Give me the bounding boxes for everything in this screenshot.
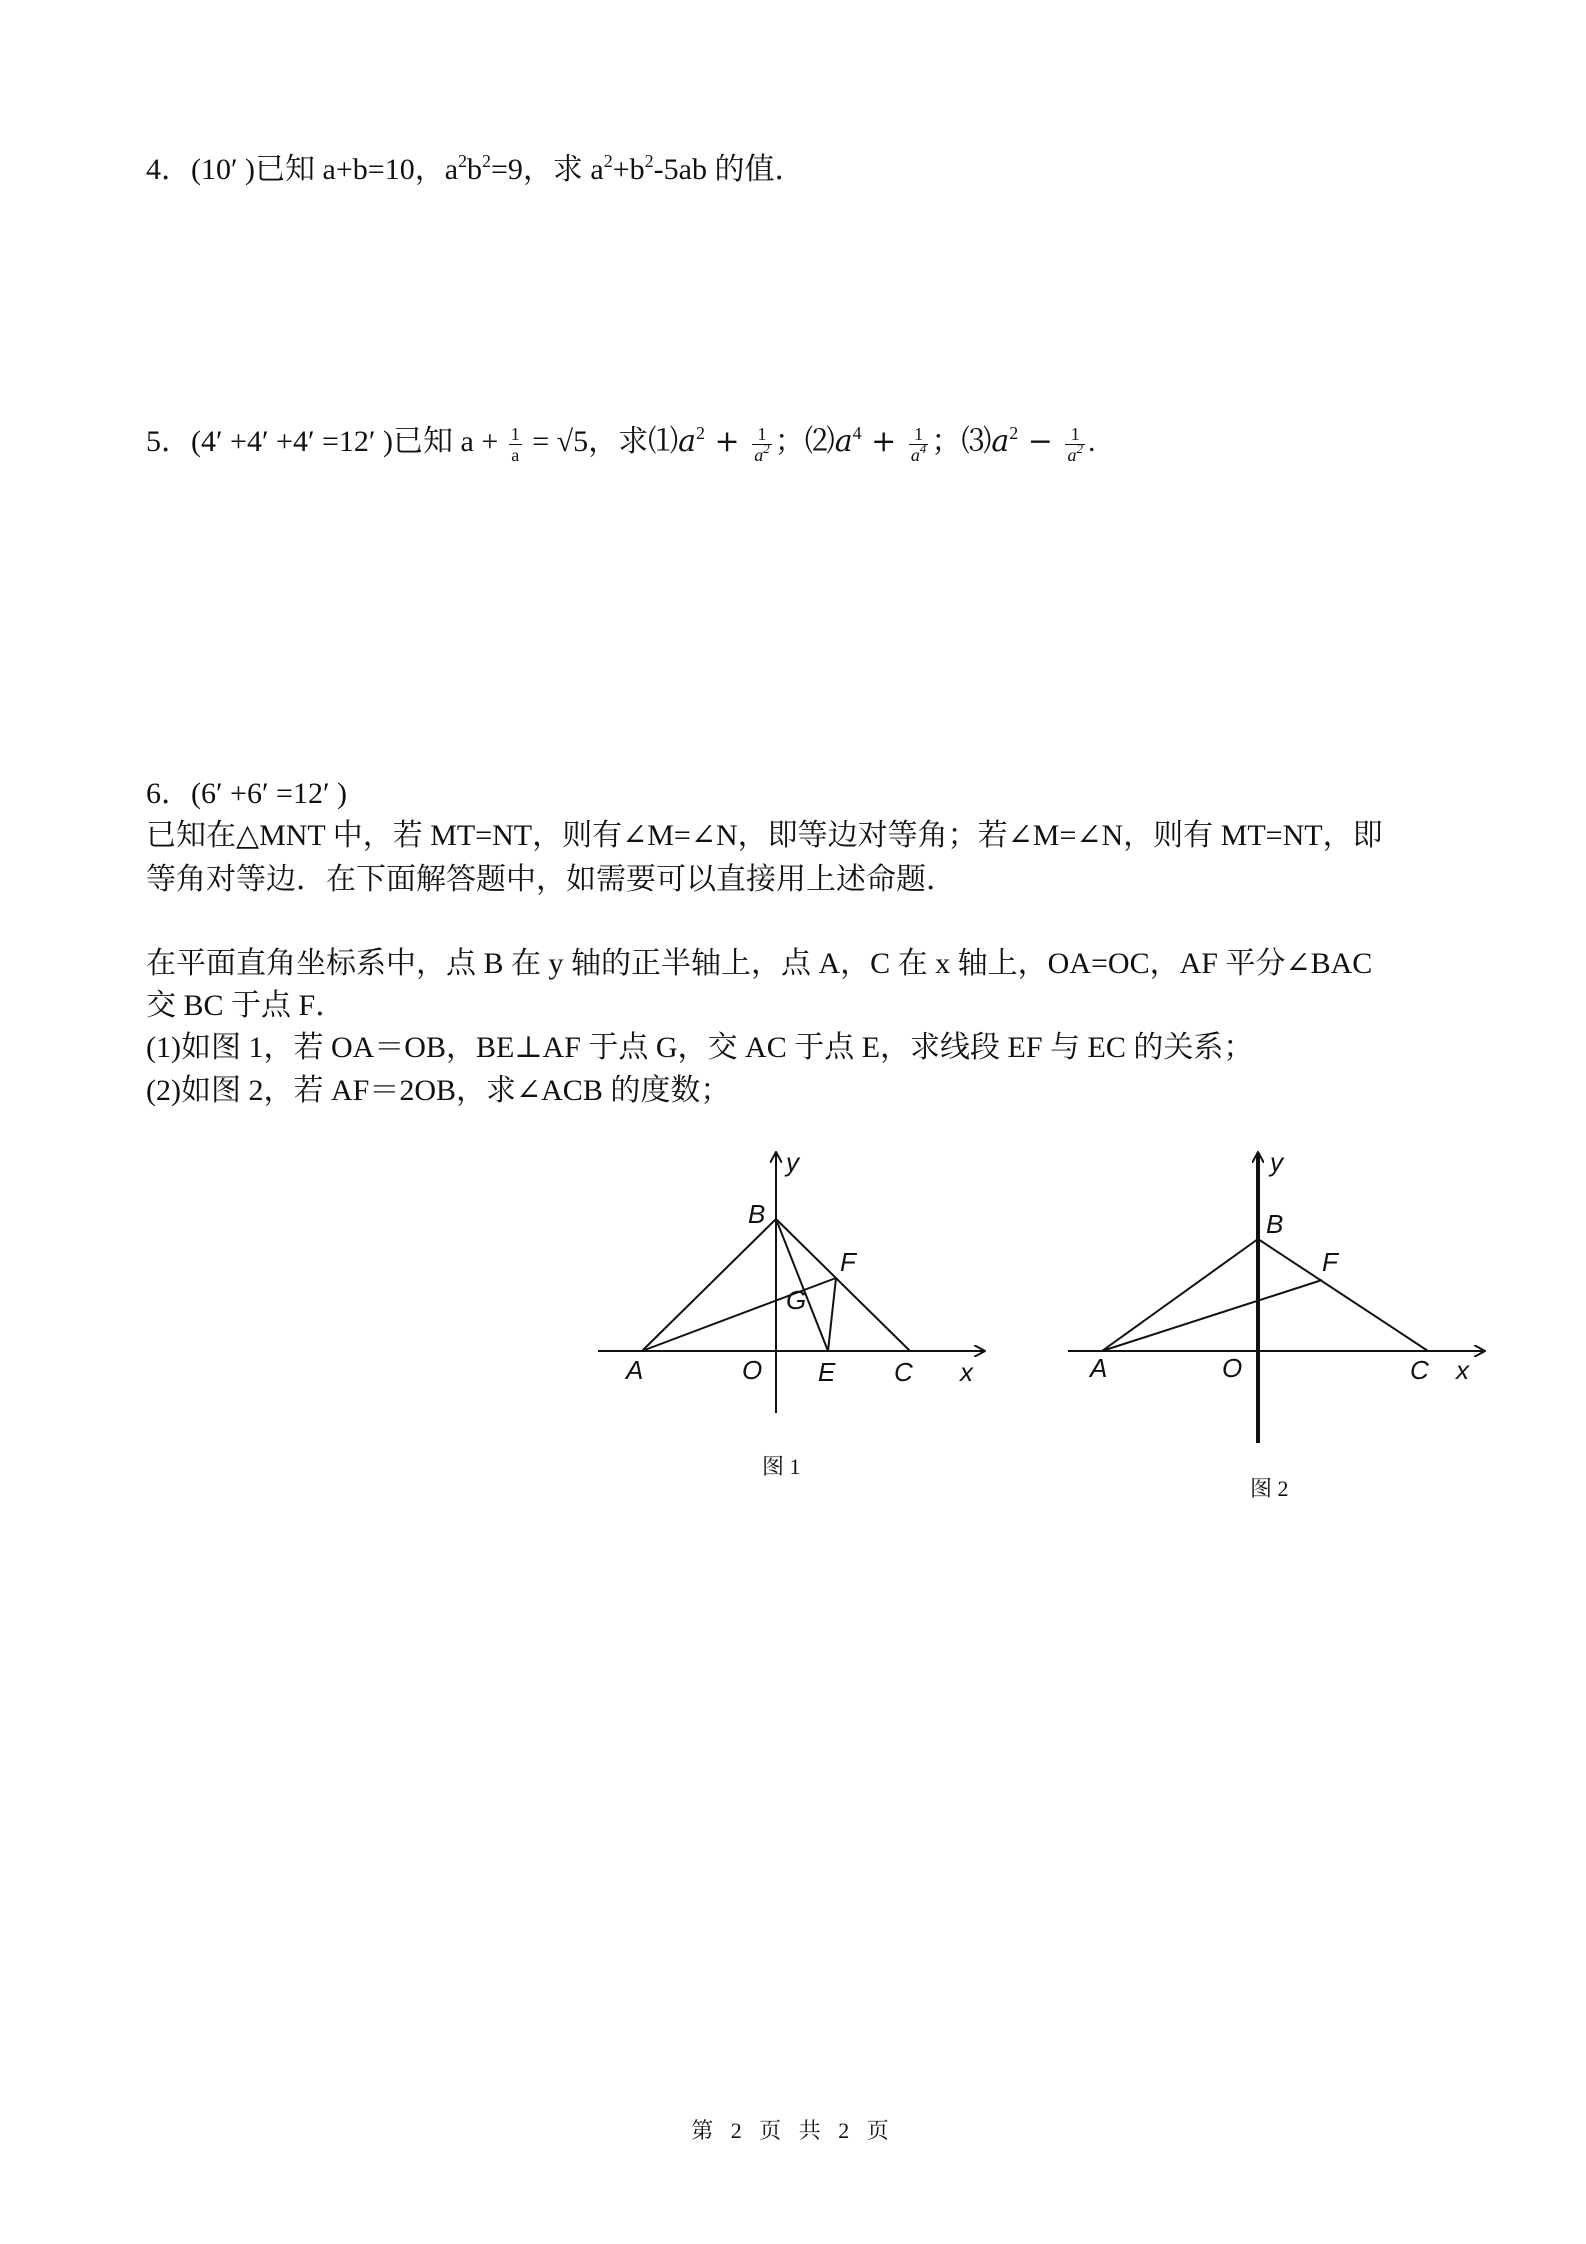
segment-AB [642, 1219, 776, 1351]
label-G: G [786, 1285, 807, 1315]
label-O: O [742, 1355, 763, 1385]
q5-fraction [509, 424, 522, 465]
q4-score: (10′ ) [191, 153, 256, 186]
q5-part-1-label: ⑴ [648, 425, 679, 458]
q5-part-3-expr: a [991, 424, 1010, 459]
q5-part-1-expr: a [678, 424, 697, 459]
q4-text: b [467, 153, 483, 186]
q6-number: 6． [146, 777, 191, 810]
label-x: x [960, 1357, 973, 1387]
q4-exp: 2 [644, 151, 654, 171]
q6-part-1: (1)如图 1，若 OA＝OB，BE⊥AF 于点 G，交 AC 于点 E，求线段 EF 与 EC 的关系； [146, 1031, 1254, 1064]
q6-para2-line1: 在平面直角坐标系中，点 B 在 y 轴的正半轴上，点 A，C 在 x 轴上，OA=OC，AF 平分∠BAC [146, 947, 1373, 980]
q5-score: (4′ +4′ +4′ =12′ ) [191, 425, 393, 458]
q6-part-2: (2)如图 2，若 AF＝2OB，求∠ACB 的度数； [146, 1074, 731, 1107]
q6-score: (6′ +6′ =12′ ) [191, 777, 348, 810]
q6-para1-line1: 已知在△MNT 中，若 MT=NT，则有∠M=∠N，即等边对等角；若∠M=∠N，则有 MT=NT，即 [146, 819, 1383, 852]
frac-den: a [910, 444, 920, 465]
frac-num: 1 [1065, 424, 1085, 445]
q4-text: 已知 a+b=10，a [255, 153, 459, 186]
q5-lead: 已知 a + [393, 425, 506, 458]
q4-text: -5ab 的值． [653, 153, 805, 186]
frac-den: a [1067, 444, 1077, 465]
q5-part-3-label: ；⑶ [931, 425, 992, 458]
label-E: E [818, 1357, 836, 1387]
q5-part-2-label: ；⑵ [774, 425, 835, 458]
frac-den: a [754, 444, 764, 465]
segment-AF [1102, 1280, 1322, 1351]
q6-para2-line2: 交 BC 于点 F． [146, 989, 346, 1022]
exponent: 2 [1076, 440, 1083, 456]
label-A: A [1090, 1353, 1108, 1383]
q5-part-2-expr: a [834, 424, 853, 459]
label-F: F [840, 1247, 856, 1277]
q4-text: =9，求 a [491, 153, 604, 186]
minus: − [1018, 424, 1063, 459]
figure-2-caption: 图 2 [1250, 1476, 1289, 1501]
q5-end: . [1087, 425, 1096, 458]
figure-2 [1060, 1145, 1490, 1445]
exponent: 2 [763, 440, 770, 456]
plus: + [861, 424, 906, 459]
q5-eq: = √5，求 [524, 425, 649, 458]
page-footer: 第 2 页 共 2 页 [691, 2118, 895, 2143]
segment-BC [1258, 1239, 1428, 1351]
label-x: x [1456, 1355, 1469, 1385]
exponent: 4 [852, 423, 862, 443]
label-F: F [1322, 1247, 1338, 1277]
q4-text: +b [612, 153, 645, 186]
plus: + [705, 424, 750, 459]
exponent: 2 [1009, 423, 1019, 443]
q5-fraction [752, 424, 772, 465]
question-5 [146, 422, 1095, 465]
label-B: B [748, 1199, 766, 1229]
frac-num: 1 [909, 424, 929, 445]
q4-exp: 2 [603, 151, 613, 171]
label-B: B [1266, 1209, 1284, 1239]
frac-den: a [511, 444, 520, 465]
exponent: 2 [696, 423, 706, 443]
label-y: y [1270, 1147, 1283, 1177]
label-A: A [626, 1355, 644, 1385]
q6-para1-line2: 等角对等边．在下面解答题中，如需要可以直接用上述命题． [146, 863, 956, 896]
figure-1 [590, 1145, 990, 1415]
segment-AF [642, 1278, 836, 1351]
q5-fraction [909, 424, 929, 465]
q4-exp: 2 [482, 151, 492, 171]
label-O: O [1222, 1353, 1243, 1383]
segment-FE [828, 1278, 836, 1351]
q4-number: 4． [146, 153, 191, 186]
label-C: C [1410, 1355, 1429, 1385]
frac-num: 1 [510, 423, 520, 444]
label-y: y [786, 1147, 799, 1177]
q5-number: 5． [146, 425, 191, 458]
q4-exp: 2 [458, 151, 468, 171]
label-C: C [894, 1357, 913, 1387]
q5-fraction [1065, 424, 1085, 465]
exponent: 4 [919, 440, 927, 456]
question-6-header [146, 774, 347, 814]
segment-AB [1102, 1239, 1258, 1351]
question-4 [146, 150, 804, 190]
frac-num: 1 [752, 424, 772, 445]
figure-1-caption: 图 1 [762, 1454, 801, 1479]
